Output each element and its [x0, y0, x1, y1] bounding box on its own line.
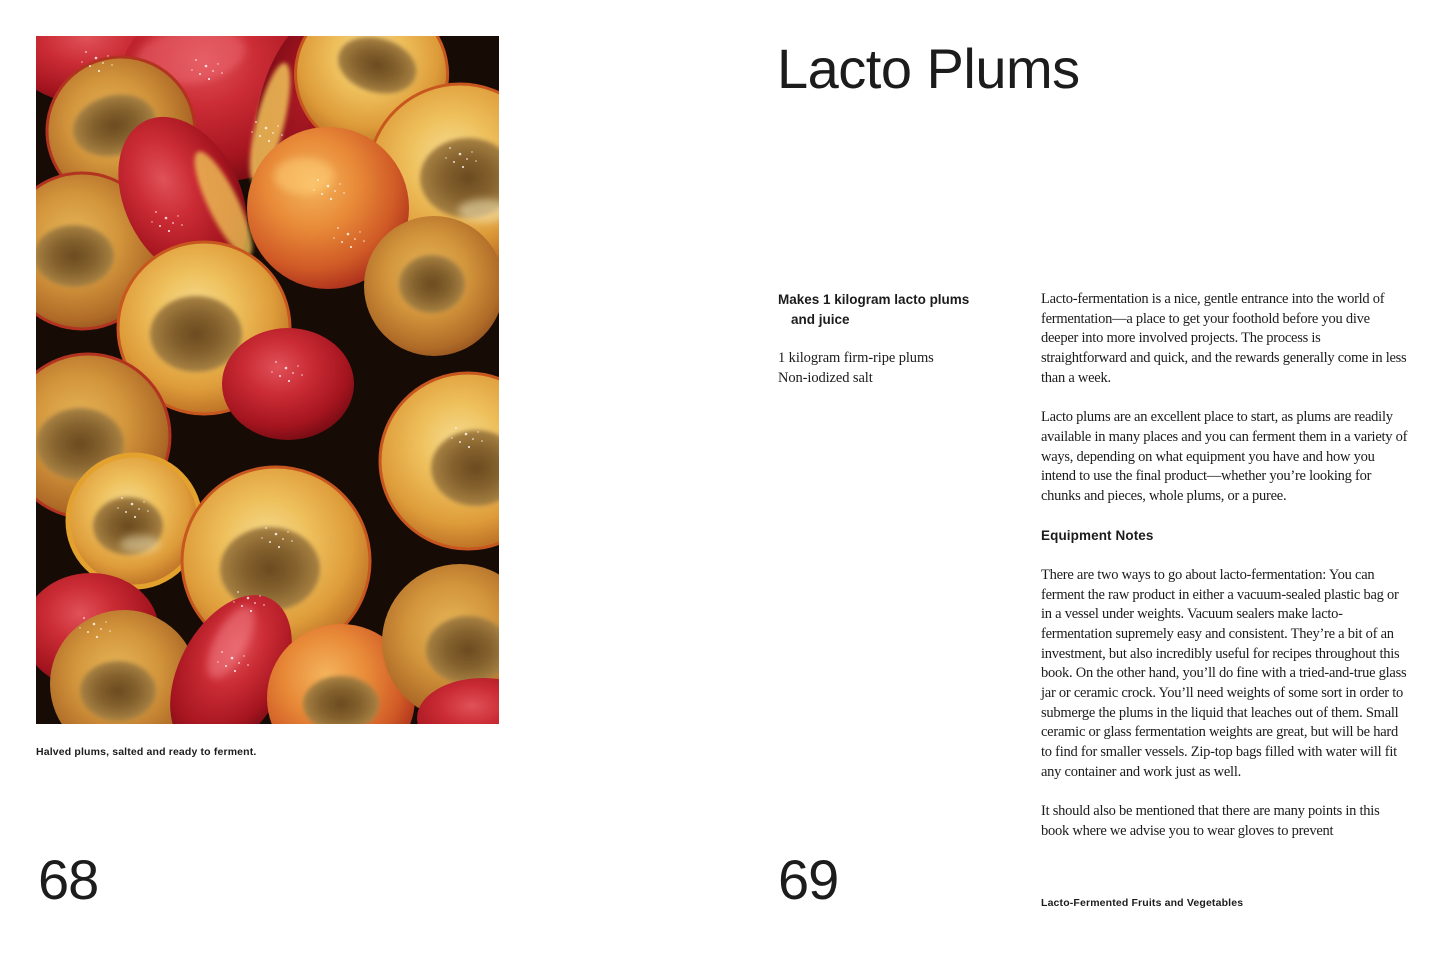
photo-caption: Halved plums, salted and ready to ferment.: [36, 746, 257, 758]
recipe-yield-line1: Makes 1 kilogram lacto plums: [778, 292, 970, 307]
page-number-right: 69: [778, 848, 839, 911]
body-paragraph: Lacto plums are an excellent place to start, as plums are readily available in many places and you can ferment them in a variety of ways, depending on what equipment you have and how you intend to use the final product—whether you’re looking for chunks and pieces, whole plums, or a puree.: [1041, 409, 1408, 505]
recipe-title: Lacto Plums: [777, 37, 1080, 100]
plums-photo-illustration: [36, 36, 499, 724]
recipe-body: [1041, 290, 1409, 861]
ingredient-item: Non-iodized salt: [778, 369, 873, 386]
equipment-notes-heading: Equipment Notes: [1041, 528, 1154, 544]
ingredient-list: [778, 349, 1028, 388]
body-paragraph: It should also be mentioned that there are many points in this book where we advise you to wear gloves to prevent: [1041, 803, 1380, 839]
running-footer: Lacto-Fermented Fruits and Vegetables: [1041, 897, 1244, 909]
body-paragraph: Lacto-fermentation is a nice, gentle entrance into the world of fermentation—a place to get your foothold before you dive deeper into more involved projects. The process is straightforward and quick, and the rewards generally come in less than a week.: [1041, 291, 1407, 386]
body-paragraph: There are two ways to go about lacto-fermentation: You can ferment the raw product in either a vacuum-sealed plastic bag or in a vessel under weights. Vacuum sealers make lacto-fermentation supremely easy and consistent. They’re a bit of an investment, but also incredibly useful for recipes throughout this book. On the other hand, you’ll do fine with a tried-and-true glass jar or ceramic crock. You’ll need weights of some sort in order to submerge the plums in the liquid that leaches out of them. Small ceramic or glass fermentation weights are great, but will be hard to find for smaller vessels. Zip-top bags filled with water will fit any container and work just as well.: [1041, 566, 1407, 780]
ingredient-item: 1 kilogram firm-ripe plums: [778, 350, 934, 366]
recipe-yield-line2: and juice: [791, 312, 850, 327]
plums-photo: [36, 36, 499, 724]
page-number-left: 68: [38, 848, 99, 911]
recipe-yield: [778, 290, 1028, 330]
recipe-sidebar: [778, 290, 1028, 388]
